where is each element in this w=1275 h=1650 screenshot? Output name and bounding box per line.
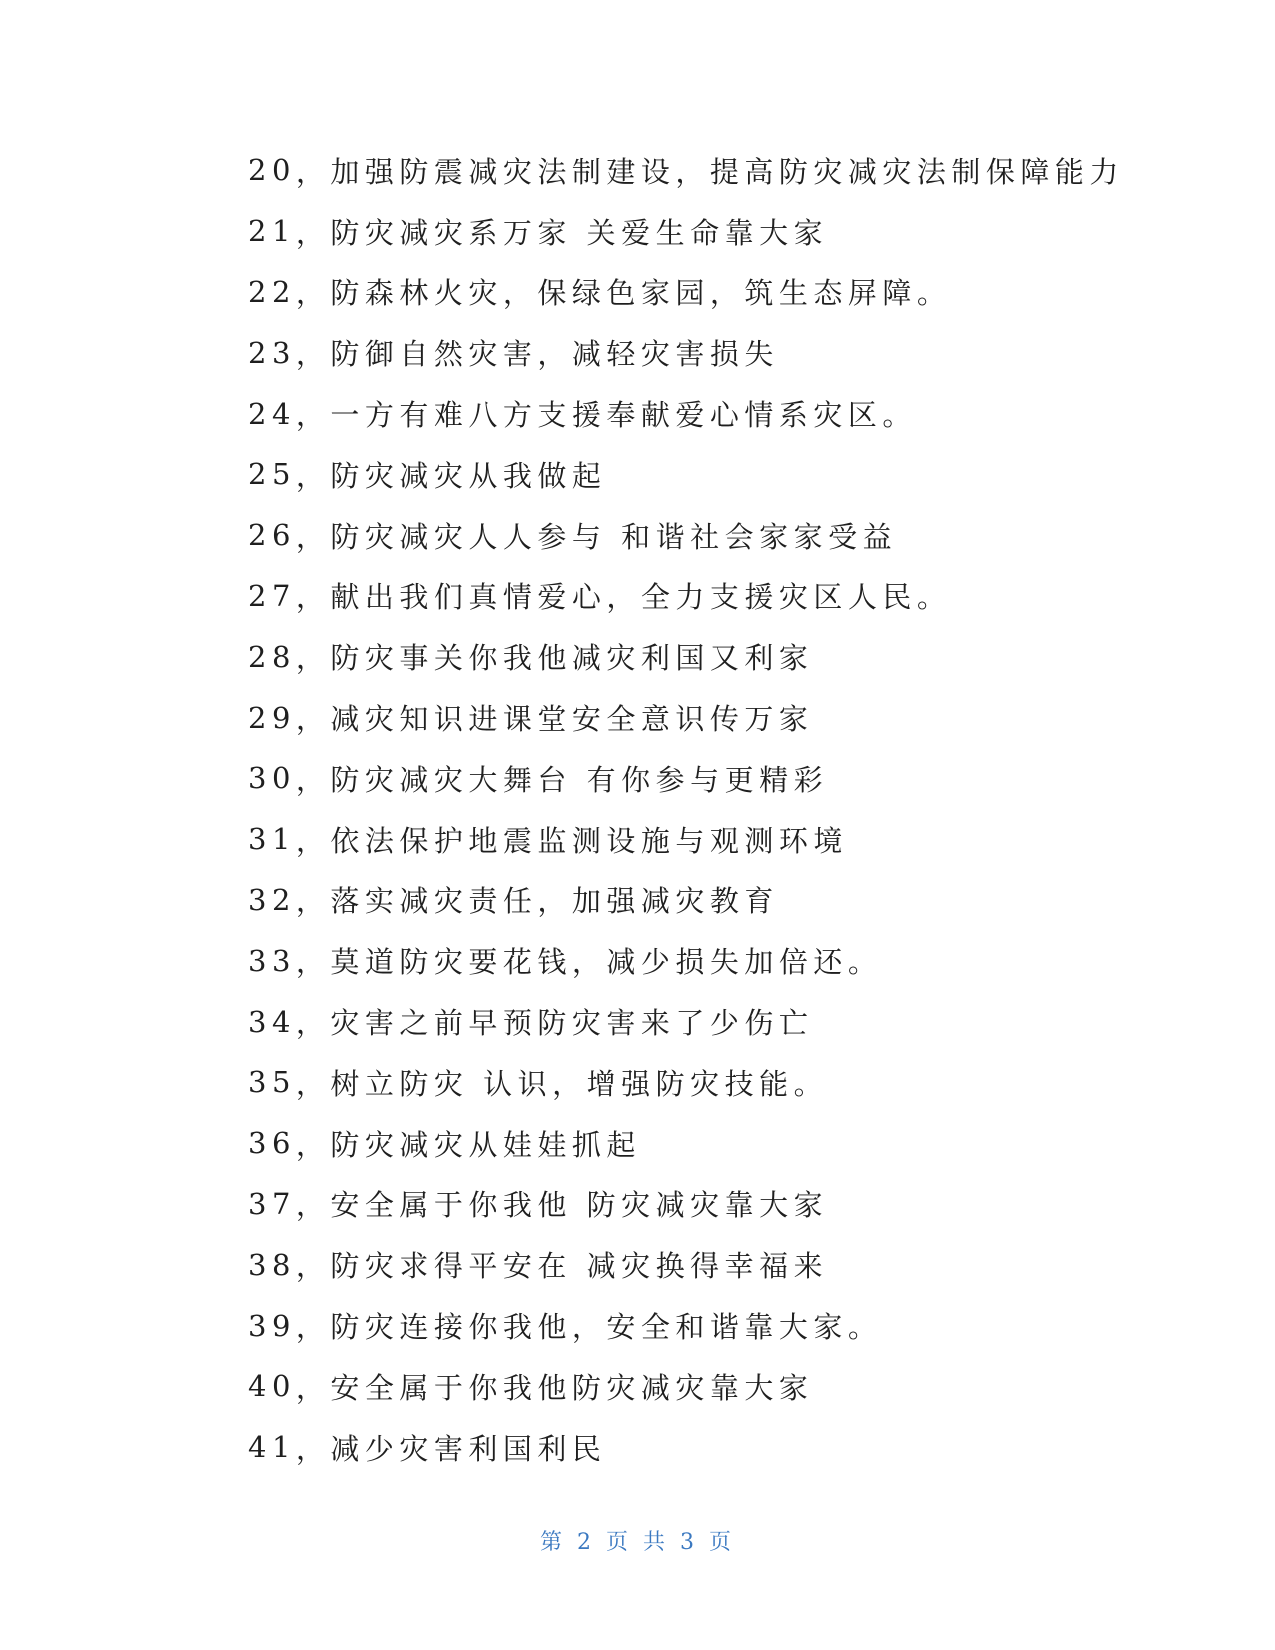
item-separator: ， xyxy=(295,458,331,493)
list-item xyxy=(248,1234,1148,1295)
item-number: 39 xyxy=(248,1308,296,1343)
item-separator: ， xyxy=(295,884,331,919)
item-text: 防灾减灾从娃娃抓起 xyxy=(330,1127,641,1162)
item-separator: ， xyxy=(295,1127,331,1162)
item-number: 31 xyxy=(248,822,296,857)
list-item xyxy=(248,566,1148,627)
item-text: 落实减灾责任，加强减灾教育 xyxy=(330,884,779,919)
list-item xyxy=(248,140,1148,201)
list-item xyxy=(248,262,1148,323)
item-number: 29 xyxy=(248,700,296,735)
item-number: 28 xyxy=(248,639,296,674)
item-text: 防灾减灾从我做起 xyxy=(330,458,607,493)
item-separator: ， xyxy=(295,276,331,311)
item-separator: ， xyxy=(295,1249,331,1284)
item-separator: ， xyxy=(295,1066,331,1101)
item-text: 安全属于你我他 防灾减灾靠大家 xyxy=(330,1188,829,1223)
item-text: 依法保护地震监测设施与观测环境 xyxy=(330,823,848,858)
page-number-footer: 第 2 页 共 3 页 xyxy=(540,1530,735,1555)
list-item xyxy=(248,505,1148,566)
item-separator: ， xyxy=(295,215,331,250)
list-item xyxy=(248,809,1148,870)
item-text: 防森林火灾，保绿色家园，筑生态屏障。 xyxy=(330,276,952,311)
item-number: 20 xyxy=(248,153,296,188)
item-number: 26 xyxy=(248,518,296,553)
item-number: 40 xyxy=(248,1369,296,1404)
item-text: 防灾事关你我他减灾利国又利家 xyxy=(330,641,814,676)
item-number: 22 xyxy=(248,274,296,309)
item-number: 35 xyxy=(248,1065,296,1100)
list-item xyxy=(248,1174,1148,1235)
list-item xyxy=(248,870,1148,931)
item-text: 一方有难八方支援奉献爱心情系灾区。 xyxy=(330,398,917,433)
item-separator: ， xyxy=(295,1310,331,1345)
list-item xyxy=(248,1052,1148,1113)
slogan-list xyxy=(248,140,1148,1478)
item-separator: ， xyxy=(295,945,331,980)
list-item xyxy=(248,626,1148,687)
item-number: 30 xyxy=(248,761,296,796)
item-separator: ， xyxy=(295,1370,331,1405)
item-number: 41 xyxy=(248,1430,296,1465)
item-number: 37 xyxy=(248,1186,296,1221)
item-separator: ， xyxy=(295,398,331,433)
item-text: 树立防灾 认识，增强防灾技能。 xyxy=(330,1066,829,1101)
list-item xyxy=(248,687,1148,748)
item-text: 减少灾害利国利民 xyxy=(330,1431,607,1466)
list-item xyxy=(248,444,1148,505)
list-item xyxy=(248,991,1148,1052)
item-number: 36 xyxy=(248,1126,296,1161)
item-separator: ， xyxy=(295,702,331,737)
item-separator: ， xyxy=(295,641,331,676)
item-text: 防灾减灾大舞台 有你参与更精彩 xyxy=(330,762,829,797)
item-number: 32 xyxy=(248,882,296,917)
item-text: 莫道防灾要花钱，减少损失加倍还。 xyxy=(330,945,883,980)
item-text: 防灾连接你我他，安全和谐靠大家。 xyxy=(330,1310,883,1345)
item-number: 34 xyxy=(248,1004,296,1039)
list-item xyxy=(248,930,1148,991)
list-item xyxy=(248,201,1148,262)
item-number: 25 xyxy=(248,457,296,492)
item-number: 23 xyxy=(248,335,296,370)
list-item xyxy=(248,383,1148,444)
item-text: 献出我们真情爱心，全力支援灾区人民。 xyxy=(330,580,952,615)
list-item xyxy=(248,1356,1148,1417)
item-text: 减灾知识进课堂安全意识传万家 xyxy=(330,702,814,737)
list-item xyxy=(248,322,1148,383)
item-text: 加强防震减灾法制建设，提高防灾减灾法制保障能力 xyxy=(330,154,1124,189)
item-number: 33 xyxy=(248,943,296,978)
item-separator: ， xyxy=(295,580,331,615)
item-text: 防灾减灾系万家 关爱生命靠大家 xyxy=(330,215,829,250)
item-number: 38 xyxy=(248,1247,296,1282)
item-text: 灾害之前早预防灾害来了少伤亡 xyxy=(330,1006,814,1041)
item-separator: ， xyxy=(295,823,331,858)
list-item xyxy=(248,1113,1148,1174)
item-separator: ， xyxy=(295,519,331,554)
item-text: 防灾减灾人人参与 和谐社会家家受益 xyxy=(330,519,898,554)
item-text: 安全属于你我他防灾减灾靠大家 xyxy=(330,1370,814,1405)
item-text: 防灾求得平安在 减灾换得幸福来 xyxy=(330,1249,829,1284)
list-item xyxy=(248,1295,1148,1356)
item-text: 防御自然灾害，减轻灾害损失 xyxy=(330,337,779,372)
item-separator: ， xyxy=(295,762,331,797)
item-number: 21 xyxy=(248,214,296,249)
item-separator: ， xyxy=(295,337,331,372)
item-separator: ， xyxy=(295,154,331,189)
list-item xyxy=(248,748,1148,809)
item-separator: ， xyxy=(295,1431,331,1466)
item-separator: ， xyxy=(295,1188,331,1223)
list-item xyxy=(248,1417,1148,1478)
item-number: 27 xyxy=(248,578,296,613)
item-separator: ， xyxy=(295,1006,331,1041)
item-number: 24 xyxy=(248,396,296,431)
